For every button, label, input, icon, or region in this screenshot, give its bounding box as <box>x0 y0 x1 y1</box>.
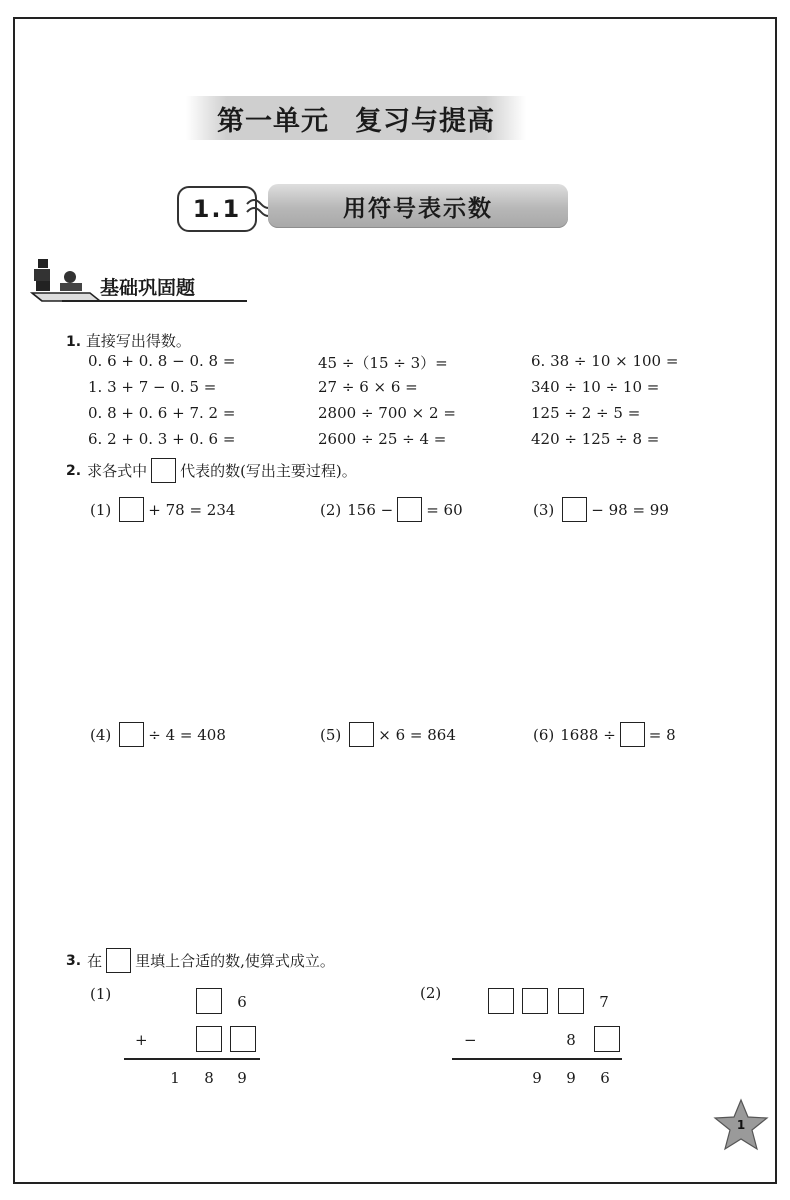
q2-heading <box>66 458 357 483</box>
q1-item: 2600 ÷ 25 ÷ 4 = <box>318 430 447 448</box>
answer-box[interactable] <box>119 497 144 522</box>
digit: 6 <box>237 993 247 1011</box>
q1-item: 340 ÷ 10 ÷ 10 = <box>531 378 660 396</box>
q2-item-label: (4) <box>90 725 112 744</box>
q2-item-expr: − 98 = 99 <box>591 500 669 519</box>
q3-text-before: 在 <box>87 952 103 970</box>
q1-item: 27 ÷ 6 × 6 = <box>318 378 418 396</box>
q2-item-expr: 1688 ÷ <box>560 725 616 744</box>
answer-box[interactable] <box>397 497 422 522</box>
q2-item-2 <box>320 497 463 522</box>
q2-item-label: (5) <box>320 725 342 744</box>
building-blocks-icon <box>30 255 104 305</box>
basic-section-underline <box>62 300 247 302</box>
digit-box[interactable] <box>558 988 584 1014</box>
q1-item: 420 ÷ 125 ÷ 8 = <box>531 430 660 448</box>
unit-title <box>186 96 526 140</box>
result-digit: 9 <box>532 1069 542 1087</box>
answer-box[interactable] <box>349 722 374 747</box>
q3-part1-label: (1) <box>90 985 112 1003</box>
result-digit: 8 <box>204 1069 214 1087</box>
q2-item-expr: = 60 <box>426 500 463 519</box>
q1-item: 125 ÷ 2 ÷ 5 = <box>531 404 641 422</box>
q2-item-6 <box>533 722 676 747</box>
unit-title-part2: 复习与提高 <box>355 105 495 137</box>
q3-heading <box>66 948 335 973</box>
q2-text-before: 求各式中 <box>87 462 148 480</box>
q3-text-after: 里填上合适的数,使算式成立。 <box>135 952 335 970</box>
q3-part2-label: (2) <box>420 984 442 1002</box>
q1-item: 2800 ÷ 700 × 2 = <box>318 404 456 422</box>
q1-item: 0. 6 + 0. 8 − 0. 8 = <box>88 352 236 370</box>
digit-box[interactable] <box>196 1026 222 1052</box>
q1-item: 45 ÷（15 ÷ 3）= <box>318 354 448 372</box>
page-number: 1 <box>736 1118 746 1132</box>
basic-section-title: 基础巩固题 <box>100 277 196 299</box>
section-title: 用符号表示数 <box>268 184 568 228</box>
digit-box[interactable] <box>488 988 514 1014</box>
q1-item: 6. 2 + 0. 3 + 0. 6 = <box>88 430 236 448</box>
answer-box[interactable] <box>562 497 587 522</box>
q1-text: 直接写出得数。 <box>85 332 191 350</box>
q2-item-1 <box>90 497 235 522</box>
result-digit: 1 <box>170 1069 180 1087</box>
q2-item-expr: 156 − <box>347 500 394 519</box>
digit-box[interactable] <box>522 988 548 1014</box>
q3-number: 3. <box>66 952 82 969</box>
q2-item-3 <box>533 497 669 522</box>
answer-box[interactable] <box>620 722 645 747</box>
q1-item: 0. 8 + 0. 6 + 7. 2 = <box>88 404 236 422</box>
answer-box <box>151 458 176 483</box>
q1-number: 1. <box>66 334 82 350</box>
digit-box[interactable] <box>196 988 222 1014</box>
q1-heading <box>66 330 191 351</box>
minus-sign: − <box>464 1031 477 1049</box>
q2-item-expr: + 78 = 234 <box>148 500 236 519</box>
q2-item-expr: ÷ 4 = 408 <box>148 725 226 744</box>
q2-text-after: 代表的数(写出主要过程)。 <box>180 462 357 480</box>
q1-item: 1. 3 + 7 − 0. 5 = <box>88 378 217 396</box>
q1-item: 6. 38 ÷ 10 × 100 = <box>531 352 679 370</box>
answer-box[interactable] <box>119 722 144 747</box>
q2-item-label: (6) <box>533 725 555 744</box>
q2-item-label: (2) <box>320 500 342 519</box>
digit-box[interactable] <box>230 1026 256 1052</box>
section-number: 1.1 <box>177 186 257 232</box>
result-digit: 9 <box>566 1069 576 1087</box>
unit-title-part1: 第一单元 <box>217 105 329 137</box>
result-digit: 6 <box>600 1069 610 1087</box>
q2-item-expr: × 6 = 864 <box>378 725 456 744</box>
q2-item-expr: = 8 <box>648 725 676 744</box>
q2-item-label: (3) <box>533 500 555 519</box>
q2-number: 2. <box>66 462 82 479</box>
difference-line <box>452 1058 622 1060</box>
sum-line <box>124 1058 260 1060</box>
digit: 7 <box>599 993 609 1011</box>
q2-item-4 <box>90 722 226 747</box>
plus-sign: + <box>135 1031 148 1049</box>
result-digit: 9 <box>237 1069 247 1087</box>
q2-item-5 <box>320 722 456 747</box>
digit: 8 <box>566 1031 576 1049</box>
q2-item-label: (1) <box>90 500 112 519</box>
answer-box <box>106 948 131 973</box>
digit-box[interactable] <box>594 1026 620 1052</box>
